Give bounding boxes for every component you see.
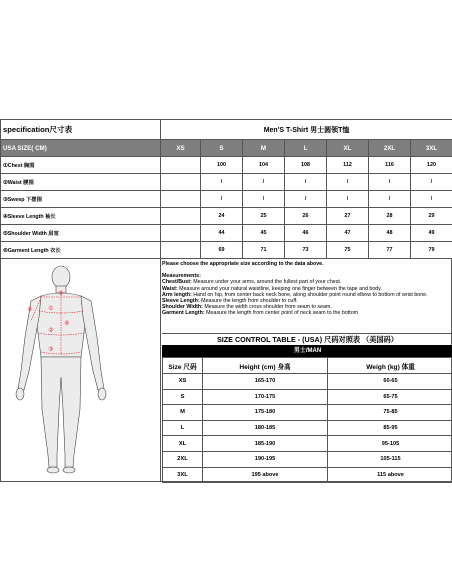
product-title: Men'S T-Shirt 男士圆领T恤 — [161, 120, 452, 140]
marker-garment-length: ⑥ — [64, 321, 70, 327]
value-cell: / — [411, 191, 452, 208]
table-row — [163, 467, 452, 483]
value-cell: 26 — [285, 208, 327, 225]
marker-chest: ① — [48, 306, 54, 312]
table-row — [163, 389, 452, 405]
value-cell: 108 — [285, 157, 327, 174]
table-row — [163, 436, 452, 452]
value-cell: / — [327, 174, 369, 191]
value-cell: 49 — [411, 225, 452, 242]
spec-row-sleeve — [1, 208, 452, 225]
size-cell: 2XL — [163, 451, 203, 467]
note-item: Chest/Bust: Measure under your arms, around the fullest part of your chest. — [162, 279, 342, 286]
value-cell: 46 — [285, 225, 327, 242]
spec-header-cell: 3XL — [411, 140, 452, 157]
value-cell: 79 — [411, 242, 452, 259]
notes-heading: Measurements: — [162, 273, 201, 280]
value-cell: 29 — [411, 208, 452, 225]
value-cell: 100 — [201, 157, 243, 174]
value-cell: 104 — [243, 157, 285, 174]
value-cell: / — [243, 174, 285, 191]
value-cell — [161, 225, 201, 242]
value-cell: 48 — [369, 225, 411, 242]
row-label: ②Waist 腰围 — [1, 174, 161, 191]
value-cell — [161, 174, 201, 191]
value-cell: 45 — [243, 225, 285, 242]
spec-header-cell: S — [201, 140, 243, 157]
spec-header-cell: L — [285, 140, 327, 157]
value-cell: / — [411, 174, 452, 191]
weight-cell: 105-115 — [328, 451, 452, 467]
size-cell: M — [163, 405, 203, 421]
value-cell: 25 — [243, 208, 285, 225]
value-cell: / — [243, 191, 285, 208]
spec-row-sweep — [1, 191, 452, 208]
size-control-group: 男士/MAN — [162, 345, 452, 357]
marker-shoulder: ⑤ — [58, 291, 64, 297]
row-label: ⑤Shoulder Width 肩宽 — [1, 225, 161, 242]
table-row — [163, 405, 452, 421]
spec-row-waist — [1, 174, 452, 191]
spec-header-cell: USA SIZE( CM) — [1, 140, 161, 157]
value-cell: 75 — [327, 242, 369, 259]
value-cell: 116 — [369, 157, 411, 174]
height-cell: 195 above — [203, 467, 328, 483]
spec-header-cell: 2XL — [369, 140, 411, 157]
value-cell: 71 — [243, 242, 285, 259]
spec-row-garment — [1, 242, 452, 259]
height-cell: 180-185 — [203, 420, 328, 436]
spec-table — [0, 119, 452, 259]
spec-title-row — [1, 120, 452, 140]
note-item: Sleeve Length: Measure the length from shoulder to cuff. — [162, 298, 298, 305]
row-label: ③Sweep 下摆围 — [1, 191, 161, 208]
value-cell: 69 — [201, 242, 243, 259]
marker-waist: ② — [48, 328, 54, 334]
table-row — [163, 451, 452, 467]
spec-row-chest — [1, 157, 452, 174]
size-cell: S — [163, 389, 203, 405]
value-cell: / — [369, 174, 411, 191]
control-header-row — [163, 358, 452, 374]
value-cell: / — [201, 174, 243, 191]
spec-header-row — [1, 140, 452, 157]
note-item: Garment Length: Measure the length from center point of neck seam to the bottom — [162, 310, 359, 317]
size-control-title: SIZE CONTROL TABLE - (USA) 尺码对照表 （美国码） — [162, 333, 452, 345]
value-cell: 120 — [411, 157, 452, 174]
value-cell: / — [201, 191, 243, 208]
value-cell — [161, 208, 201, 225]
height-cell: 175-180 — [203, 405, 328, 421]
size-cell: 3XL — [163, 467, 203, 483]
value-cell: / — [285, 191, 327, 208]
row-label: ①Chest 胸围 — [1, 157, 161, 174]
value-cell: 73 — [285, 242, 327, 259]
value-cell: / — [285, 174, 327, 191]
measurement-notes — [162, 261, 451, 317]
marker-sleeve: ④ — [27, 307, 33, 313]
size-control-table — [162, 357, 452, 483]
control-header-cell: Size 尺码 — [163, 358, 203, 374]
man-silhouette-icon — [1, 259, 161, 482]
lower-section — [0, 259, 452, 482]
value-cell: 28 — [369, 208, 411, 225]
height-cell: 190-195 — [203, 451, 328, 467]
value-cell: 44 — [201, 225, 243, 242]
value-cell: 47 — [327, 225, 369, 242]
row-label: ④Sleeve Length 袖长 — [1, 208, 161, 225]
value-cell: / — [369, 191, 411, 208]
notes-intro: Please choose the appropriate size according to the data above. — [162, 261, 324, 267]
value-cell: 24 — [201, 208, 243, 225]
weight-cell: 95-105 — [328, 436, 452, 452]
weight-cell: 65-75 — [328, 389, 452, 405]
value-cell — [161, 157, 201, 174]
spec-header-cell: XS — [161, 140, 201, 157]
value-cell — [161, 191, 201, 208]
value-cell — [161, 242, 201, 259]
height-cell: 185-190 — [203, 436, 328, 452]
note-item: Arm length: Hand on hip, from center back neck bone, along shoulder point round elbow to bottom of wrist bone. — [162, 291, 428, 298]
spec-title: specification尺寸表 — [1, 120, 161, 140]
body-measurement-figure — [1, 259, 161, 482]
table-row — [163, 374, 452, 390]
value-cell: 27 — [327, 208, 369, 225]
height-cell: 165-170 — [203, 374, 328, 390]
marker-sweep: ③ — [48, 347, 54, 353]
value-cell: 77 — [369, 242, 411, 259]
size-cell: L — [163, 420, 203, 436]
spec-row-shoulder — [1, 225, 452, 242]
value-cell: / — [327, 191, 369, 208]
weight-cell: 75-85 — [328, 405, 452, 421]
control-header-cell: Weigh (kg) 体重 — [328, 358, 452, 374]
row-label: ⑥Garment Length 衣长 — [1, 242, 161, 259]
weight-cell: 85-95 — [328, 420, 452, 436]
spec-header-cell: M — [243, 140, 285, 157]
height-cell: 170-175 — [203, 389, 328, 405]
value-cell: 112 — [327, 157, 369, 174]
size-cell: XL — [163, 436, 203, 452]
size-chart-sheet — [0, 119, 452, 482]
note-item: Waist: Measure around your natural waistline, keeping one finger between the tape and body. — [162, 285, 382, 292]
spec-header-cell: XL — [327, 140, 369, 157]
size-cell: XS — [163, 374, 203, 390]
table-row — [163, 420, 452, 436]
weight-cell: 115 above — [328, 467, 452, 483]
note-item: Shoulder Width: Measure the width cross shoulder from seam to seam. — [162, 304, 332, 311]
weight-cell: 60-65 — [328, 374, 452, 390]
control-header-cell: Height (cm) 身高 — [203, 358, 328, 374]
